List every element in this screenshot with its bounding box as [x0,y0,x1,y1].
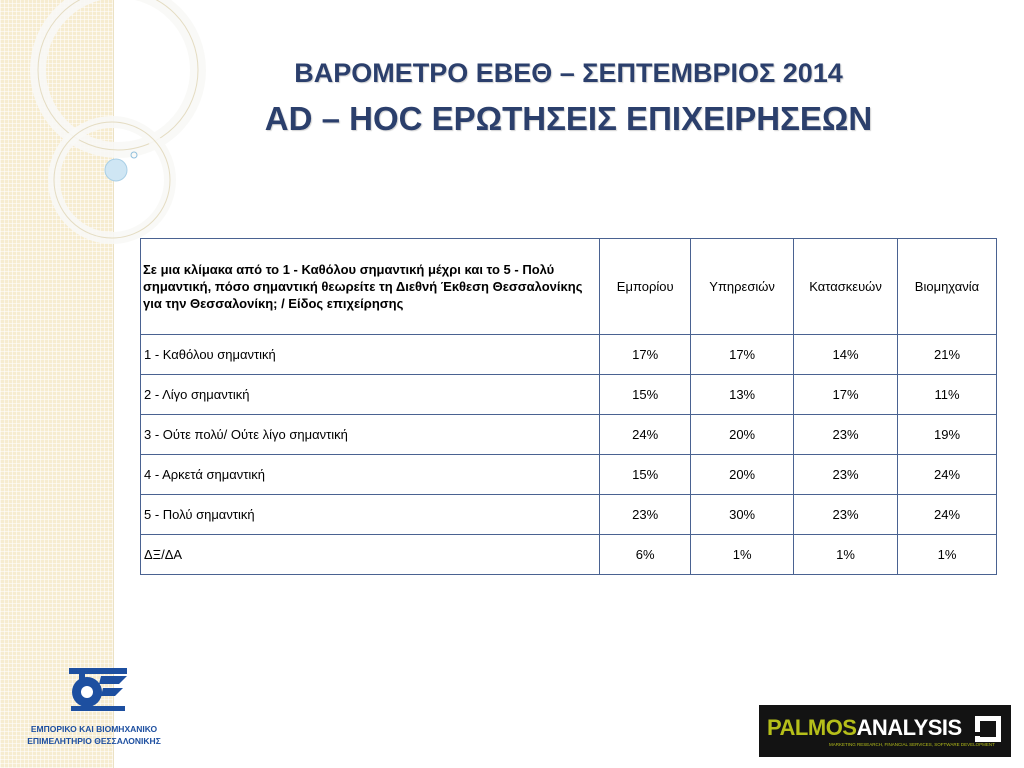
cell-value: 15% [600,375,691,415]
cell-value: 24% [898,455,997,495]
column-header-industry: Βιομηχανία [898,239,997,335]
table-row [141,495,997,535]
column-header-commerce: Εμπορίου [600,239,691,335]
row-label: 5 - Πολύ σημαντική [141,495,600,535]
palmos-analysis-logo [759,705,1011,757]
deco-bubble [105,159,127,181]
cell-value: 11% [898,375,997,415]
ebeth-logo [14,662,174,752]
cell-value: 24% [600,415,691,455]
cell-value: 6% [600,535,691,575]
cell-value: 23% [794,495,898,535]
cell-value: 17% [691,335,794,375]
cell-value: 24% [898,495,997,535]
column-header-construction: Κατασκευών [794,239,898,335]
row-label: 4 - Αρκετά σημαντική [141,455,600,495]
palmos-logo-word: PALMOS [767,715,857,740]
table-row [141,375,997,415]
table-row [141,455,997,495]
cell-value: 14% [794,335,898,375]
ebeth-name-line-1: ΕΜΠΟΡΙΚΟ ΚΑΙ ΒΙΟΜΗΧΑΝΙΚΟ [30,724,158,734]
table-row [141,535,997,575]
slide-subtitle: AD – HOC ΕΡΩΤΗΣΕΙΣ ΕΠΙΧΕΙΡΗΣΕΩΝ [264,100,873,137]
analysis-logo-word: ANALYSIS [856,715,962,740]
row-label: 1 - Καθόλου σημαντική [141,335,600,375]
question-header: Σε μια κλίμακα από το 1 - Καθόλου σημαντική μέχρι και το 5 - Πολύ σημαντική, πόσο σημαντική θεωρείτε τη Διεθνή Έκθεση Θεσσαλονίκης για την Θεσσαλονίκη; / Είδος επιχείρησης [141,239,600,335]
row-label: 2 - Λίγο σημαντική [141,375,600,415]
cell-value: 1% [691,535,794,575]
cell-value: 17% [794,375,898,415]
row-label: 3 - Ούτε πολύ/ Ούτε λίγο σημαντική [141,415,600,455]
slide-title: ΒΑΡΟΜΕΤΡΟ ΕΒΕΘ – ΣΕΠΤΕΜΒΡΙΟΣ 2014 [294,58,843,88]
cell-value: 13% [691,375,794,415]
cell-value: 23% [600,495,691,535]
cell-value: 20% [691,415,794,455]
palmos-square-icon [973,714,1003,744]
table-header-row [141,239,997,335]
cell-value: 23% [794,415,898,455]
cell-value: 20% [691,455,794,495]
cell-value: 23% [794,455,898,495]
cell-value: 1% [898,535,997,575]
cell-value: 17% [600,335,691,375]
palmos-logo-name [767,715,962,741]
ebeth-name-line-2: ΕΠΙΜΕΛΗΤΗΡΙΟ ΘΕΣΣΑΛΟΝΙΚΗΣ [27,736,161,746]
table-row [141,415,997,455]
palmos-tagline: MARKETING RESEARCH, FINANCIAL SERVICES, SOFTWARE DEVELOPMENT [829,742,995,747]
cell-value: 15% [600,455,691,495]
table-row [141,335,997,375]
column-header-services: Υπηρεσιών [691,239,794,335]
ebeth-emblem-icon [63,662,133,714]
cell-value: 19% [898,415,997,455]
row-label: ΔΞ/ΔΑ [141,535,600,575]
cell-value: 21% [898,335,997,375]
survey-results-table [140,238,997,575]
cell-value: 30% [691,495,794,535]
cell-value: 1% [794,535,898,575]
